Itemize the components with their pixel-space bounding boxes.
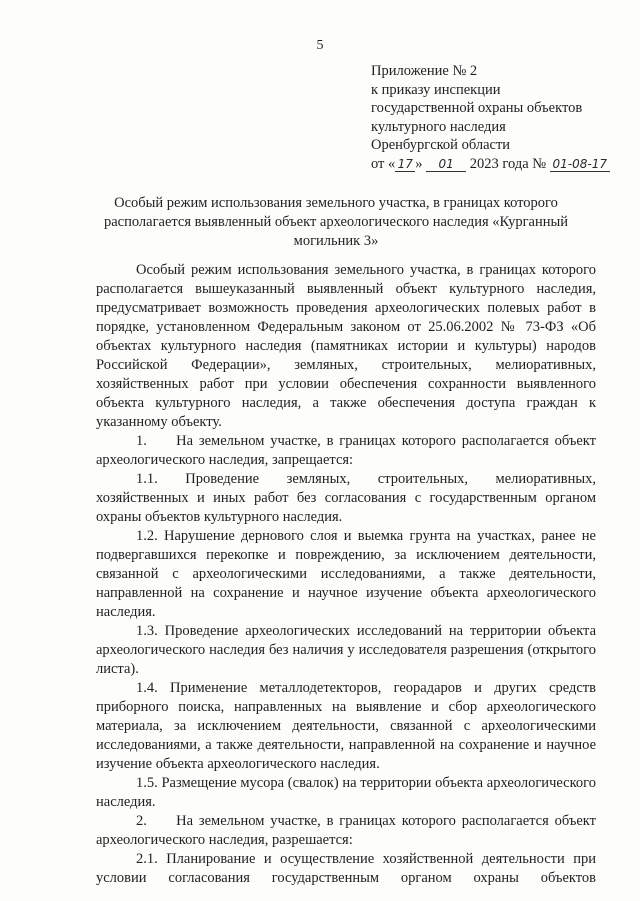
appendix-date-line bbox=[371, 155, 621, 174]
appendix-line: Приложение № 2 bbox=[371, 63, 478, 79]
date-mid: » bbox=[415, 155, 423, 172]
appendix-line: Оренбургской области bbox=[371, 137, 511, 153]
paragraph-1-5: 1.5. Размещение мусора (свалок) на территории объекта археологического наследия. bbox=[96, 775, 596, 810]
date-prefix: от « bbox=[371, 155, 396, 172]
paragraph-2-1: 2.1. Планирование и осуществление хозяйственной деятельности при условии согласования государственным органом охраны объектов bbox=[96, 851, 596, 886]
paragraph-1-1: 1.1. Проведение земляных, строительных, мелиоративных, хозяйственных и иных работ без согласования с государственным органом охраны объектов культурного наследия. bbox=[96, 471, 596, 525]
document-title: Особый режим использования земельного участка, в границах которого располагается выявленный объект археологического наследия «Курганный могильник 3» bbox=[103, 195, 568, 249]
appendix-line: к приказу инспекции bbox=[371, 81, 501, 98]
paragraph-2: 2. На земельном участке, в границах которого располагается объект археологического наследия, разрешается: bbox=[96, 813, 596, 848]
paragraph-intro: Особый режим использования земельного участка, в границах которого располагается вышеуказанный выявленный объект культурного наследия, предусматривает возможность проведения археологических полевых работ в порядке, установленном Федеральным законом от 25.06.2002 № 73-ФЗ «Об объектах культурного наследия (памятниках истории и культуры) народов Российской Федерации», земляных, строительных, мелиоративных, хозяйственных работ при условии обеспечения сохранности выявленного объекта культурного наследия, а также обеспечения доступа граждан к указанному объекту. bbox=[96, 262, 596, 430]
appendix-line: государственной охраны объектов bbox=[371, 100, 583, 116]
page-number: 5 bbox=[316, 38, 324, 53]
handwritten-month: 01 bbox=[426, 157, 466, 172]
appendix-line: культурного наследия bbox=[371, 118, 506, 135]
handwritten-order-number: 01-08-17 bbox=[550, 157, 610, 172]
paragraph-1-4: 1.4. Применение металлодетекторов, георадаров и других средств приборного поиска, направленных на выявление и сбор археологического материала, за исключением деятельности, связанной с археологическими исследованиями, а также деятельности, направленной на сохранение и научное изучение объекта археологического наследия. bbox=[96, 680, 596, 772]
paragraph-1-2: 1.2. Нарушение дернового слоя и выемка грунта на участках, ранее не подвергавшихся перекопке и повреждению, за исключением деятельности, связанной с археологическими исследованиями, а также деятельности, направленной на сохранение и научное изучение объекта археологического наследия. bbox=[96, 528, 596, 620]
document-body bbox=[96, 261, 596, 888]
paragraph-1-3: 1.3. Проведение археологических исследований на территории объекта археологического наследия без наличия у исследователя разрешения (открытого листа). bbox=[96, 623, 596, 677]
paragraph-1: 1. На земельном участке, в границах которого располагается объект археологического наследия, запрещается: bbox=[96, 433, 596, 468]
handwritten-day: 17 bbox=[395, 157, 415, 172]
date-year: 2023 года № bbox=[469, 155, 547, 172]
appendix-header bbox=[371, 62, 621, 173]
